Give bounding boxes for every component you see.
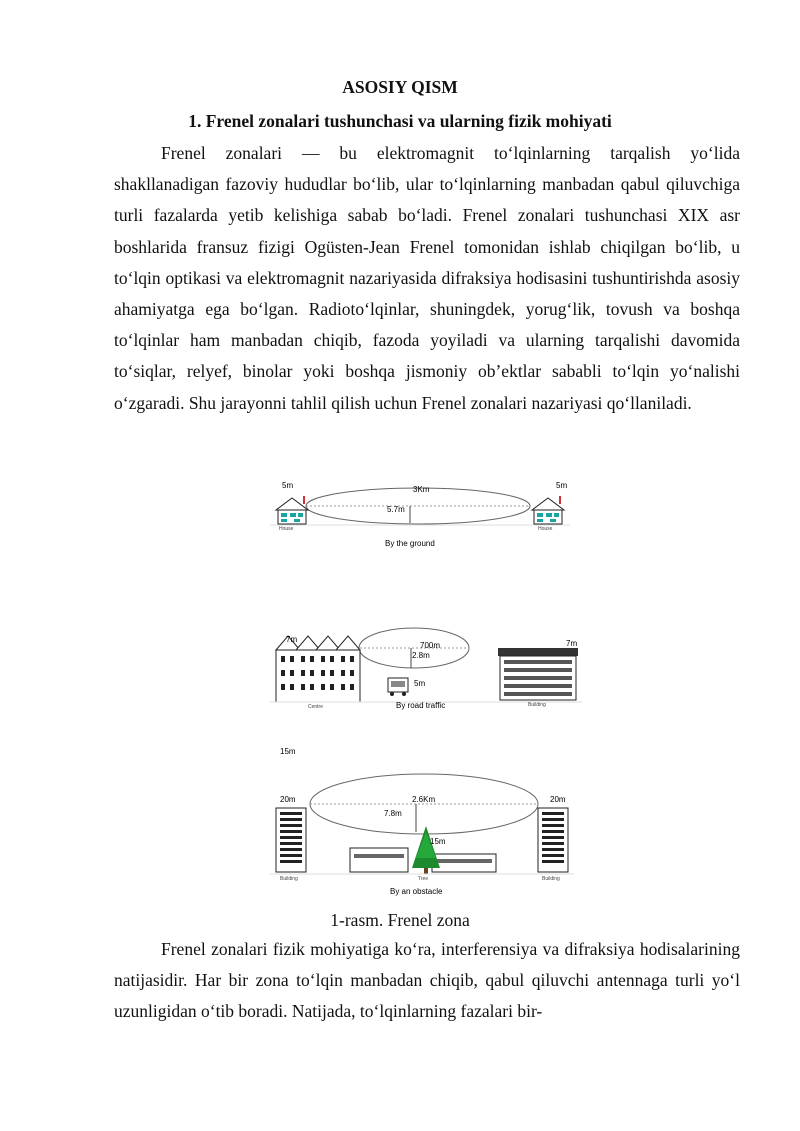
tower-left-icon <box>276 808 306 872</box>
house-left-icon <box>276 496 308 524</box>
p1-distance: 3Km <box>413 485 430 494</box>
p1-caption: By the ground <box>385 539 435 548</box>
fresnel-zone-figure <box>270 470 590 900</box>
p2-truck-height: 5m <box>414 679 426 688</box>
p3-left-label: Building <box>280 876 298 882</box>
p3-clearance: 7.8m <box>384 809 402 818</box>
tower-right-icon <box>538 808 568 872</box>
figure-panel-ground <box>270 481 570 548</box>
p1-clearance: 5.7m <box>387 505 405 514</box>
p1-right-height: 5m <box>556 481 568 490</box>
p3-right-label: Building <box>542 876 560 882</box>
p3-right-height: 20m <box>550 795 566 804</box>
p2-left-height: 7m <box>286 635 298 644</box>
page-heading: ASOSIY QISM <box>342 77 458 97</box>
house-right-icon <box>532 496 564 524</box>
p2-right-height: 7m <box>566 639 578 648</box>
p3-tree-height: 15m <box>430 837 446 846</box>
p3-top-label: 15m <box>280 747 296 756</box>
p1-left-height: 5m <box>282 481 294 490</box>
office-building-icon <box>498 648 578 700</box>
figure-panel-obstacle <box>270 747 574 896</box>
p1-left-label: House <box>279 526 294 532</box>
p3-distance: 2.6Km <box>412 795 436 804</box>
p2-caption: By road traffic <box>396 701 446 710</box>
paragraph-1: Frenel zonalari — bu elektromagnit to‘lqinlarning tarqalish yo‘lida shakllanadigan fazoviy hududlar bo‘lib, ular to‘lqinlarning manbadan qabul qiluvchiga turli fazalarda yetib kelishiga sabab bo‘ladi. Frenel zonalari tushunchasi XIX asr boshlarida fransuz fizigi Ogüsten-Jean Frenel tomonidan ishlab chiqilgan bo‘lib, u to‘lqin optikasi va elektromagnit nazariyasida difraksiya hodisasini tushuntirishda asosiy ahamiyatga ega bo‘lgan. Radioto‘lqinlar, shuningdek, yorug‘lik, tovush va boshqa to‘lqinlar ham manbadan chiqib, fazoda yoyiladi va ularning tarqalishi davomida to‘siqlar, relyef, binolar yoki boshqa jismoniy ob’ektlar sababli to‘lqin yo‘nalishi o‘zgaradi. Shu jarayonni tahlil qilish uchun Frenel zonalari nazariyasi qo‘llaniladi. <box>114 143 740 413</box>
p3-caption: By an obstacle <box>390 887 443 896</box>
p2-distance: 700m <box>420 641 441 650</box>
paragraph-2: Frenel zonalari fizik mohiyatiga ko‘ra, interferensiya va difraksiya hodisalarining natijasidir. Har bir zona to‘lqin manbadan chiqib, qabul qiluvchi antennaga turli yo‘l uzunligidan o‘tib boradi. Natijada, to‘lqinlarning fazalari bir- <box>114 939 740 1022</box>
p2-left-label: Centre <box>308 704 324 710</box>
p2-right-label: Building <box>528 702 546 708</box>
p3-center-label: Tree <box>418 876 429 882</box>
tree-icon <box>412 826 440 874</box>
figure-caption: 1-rasm. Frenel zona <box>330 910 470 930</box>
p3-left-height: 20m <box>280 795 296 804</box>
centre-buildings-icon <box>276 636 360 702</box>
p1-right-label: House <box>538 526 553 532</box>
truck-icon <box>388 678 408 696</box>
section-title: 1. Frenel zonalari tushunchasi va ularning fizik mohiyati <box>188 111 612 131</box>
figure-panel-traffic <box>270 628 582 710</box>
p2-clearance: 2.8m <box>412 651 430 660</box>
